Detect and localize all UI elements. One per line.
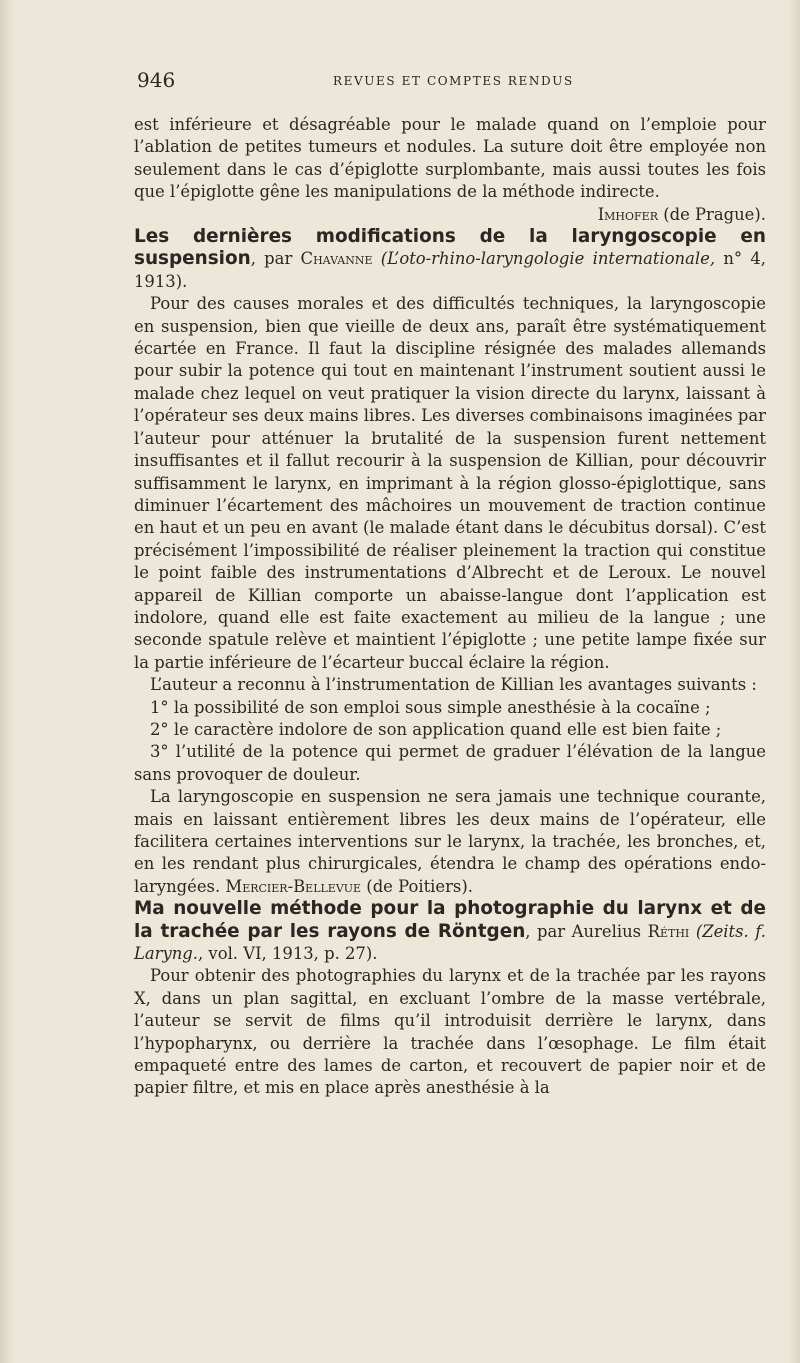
article-title: Ma nouvelle méthode pour la photographie du larynx et de la trachée par les rayons de Röntgen [134,898,766,942]
page-header [137,68,765,94]
article-journal: (Zeits. f. Laryng. [134,921,766,964]
paragraph: L’auteur a reconnu à l’instrumentation de Killian les avantages suivants : [150,675,757,695]
signature-place: (de Prague). [663,204,766,224]
paragraph: Pour des causes morales et des difficultés techniques, la laryngoscopie en suspension, bien que vieille de deux ans, paraît être systématiquement écartée en France. Il faut la discipline résignée des malades allemands pour subir la potence qui tout en maintenant l’instrument soutient aussi le malade chez lequel on veut pratiquer la vision directe du larynx, laissant à l’opérateur ses deux mains libres. Les diverses combinaisons imaginées par l’auteur pour atténuer la brutalité de la suspension furent nettement insuffisantes et il fallut recourir à la suspension de Killian, pour découvrir suffisamment le larynx, en imprimant à la région glosso-épiglottique, sans diminuer l’écartement des mâchoires un mouvement de traction continue en haut et un peu en avant (le malade étant dans le décubitus dorsal). C’est précisément l’impossibilité de réaliser pleinement la traction qui constitue le point faible des instrumentations d’Albrecht et de Leroux. Le nouvel appareil de Killian comporte un abaisse-langue dont l’application est indolore, quand elle est faite exactement au milieu de la langue ; une seconde spatule relève et maintient l’épiglotte ; une petite lampe fixée sur la partie inférieure de l’écarteur buccal éclaire la région. [134,294,766,672]
article-heading-rethi [134,898,766,965]
article-title: Les dernières modifications de la laryngoscopie en suspension [134,226,766,270]
body-text [134,114,766,1100]
paragraph-text: La laryngoscopie en suspension ne sera jamais une technique courante, mais en laissant entièrement libres les deux mains de l’opérateur, elle facilitera certaines interventions sur le larynx, la trachée, les bronches, et, en les rendant plus chirurgicales, étendra le champ des opérations endo-laryngées. [134,787,766,896]
paragraph-continuation: est inférieure et désagréable pour le malade quand on l’emploie pour l’ablation de petites tumeurs et nodules. La suture doit être employée non seulement dans le cas d’épiglotte surplombante, mais aussi toutes les fois que l’épiglotte gêne les manipulations de la méthode indirecte. [134,115,766,202]
article-by: , par [250,249,293,269]
article-issue: n° 4, 1913). [134,249,766,291]
list-item: 3° l’utilité de la potence qui permet de graduer l’élévation de la langue sans provoquer de douleur. [134,742,766,784]
signature-name: Imhofer [597,204,658,224]
paragraph: Pour obtenir des photographies du larynx et de la trachée par les rayons X, dans un plan sagittal, en excluant l’ombre de la masse vertébrale, l’auteur se servit de films qu’il introduisit derrière le larynx, dans l’hypopharynx, ou derrière la trachée dans l’œsophage. Le film était empaqueté entre des lames de carton, et recouvert de papier noir et de papier filtre, et mis en place après anesthésie à la [134,966,766,1098]
list-item: 2° le caractère indolore de son application quand elle est bien faite ; [150,719,722,739]
article-journal: (L’oto-rhino-laryngologie internationale, [380,249,716,269]
list-item: 1° la possibilité de son emploi sous simple anesthésie à la cocaïne ; [150,697,711,717]
running-title: REVUES ET COMPTES RENDUS [333,74,574,88]
paragraph [134,786,766,898]
article-heading-chavanne [134,226,766,293]
article-ref: , vol. VI, 1913, p. 27). [198,944,378,964]
article-author: Chavanne [300,249,373,269]
signature-name: Mercier-Bellevue [225,876,362,896]
article-by: , par Aurelius [525,921,642,941]
page-number: 946 [137,68,176,92]
signature-place: (de Poitiers). [366,876,473,896]
signature-imhofer [134,204,766,226]
article-author: Réthi [647,921,690,941]
